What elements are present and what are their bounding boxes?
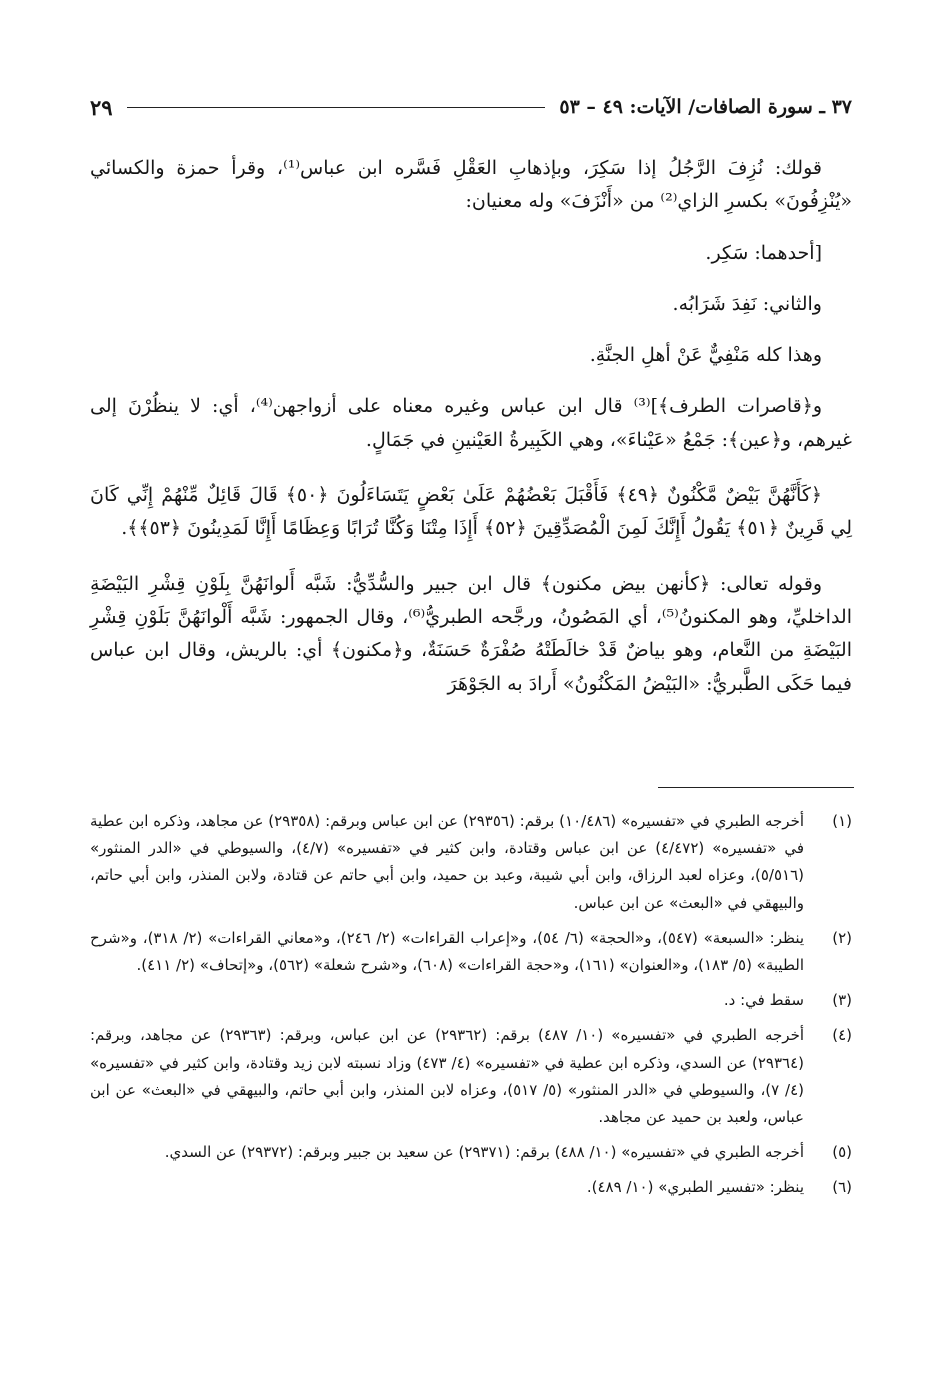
footnote-4 (90, 1022, 852, 1131)
paragraph-5: و﴿قاصرات الطرف﴾]⁽³⁾ قال ابن عباس وغيره معناه على أزواجهن⁽⁴⁾، أي: لا ينظُرْنَ إلى غيرهم، و﴿عين﴾: جَمْعُ «عَيْناءَ»، وهي الكَبِيرةُ العَيْنينِ في جَمَالٍ. (90, 395, 852, 451)
footnote-number: (٥) (832, 1143, 852, 1162)
main-text (90, 152, 852, 701)
footnote-number: (١) (832, 812, 852, 830)
header-rule (127, 107, 546, 108)
paragraph-2: [أحدهما: سَكِر. (705, 241, 822, 264)
footnote-text: أخرجه الطبري في «تفسيره» (١٠/ ٤٨٨) برقم: (٢٩٣٧١) عن سعيد بن جبير وبرقم: (٢٩٣٧٢) عن السدي. (164, 1143, 804, 1162)
paragraph-4: وهذا كله مَنْفِيٌّ عَنْ أهلِ الجنَّةِ. (589, 344, 822, 367)
footnote-text: سقط في: د. (723, 991, 804, 1010)
paragraph-7: وقوله تعالى: ﴿كأنهن بيض مكنون﴾ قال ابن جبير والسُّدِّيُّ: شَبَّه أَلوانَهُنَّ بِلَوْنِ قِشْرِ البَيْضَةِ الداخليِّ، وهو المكنونُ⁽⁵⁾، أي المَصُونُ، ورجَّحه الطبريُّ⁽⁶⁾، وقال الجمهور: شَبَّه أَلْوانَهُنَّ بَلَوْنِ قِشْرِ البَيْضَةِ من النَّعام، وهو بياضٌ قَدْ خالَطَتْهُ صُفْرَةٌ حَسَنَةٌ، و﴿مكنون﴾ أي: بالريش، وقال ابن عباس فيما حَكَى الطَّبريُّ: «البَيْضُ المَكْنُونُ» أَرادَ به الجَوْهَرَ (90, 572, 852, 695)
page-number: ٢٩ (90, 94, 113, 120)
footnote-text: أخرجه الطبري في «تفسيره» (١٠/٤٨٦) برقم: (٢٩٣٥٦) عن ابن عباس وبرقم: (٢٩٣٥٨) عن مجاهد، وذكره ابن عطية في «تفسيره» (٤/٤٧٢) عن ابن عباس وقتادة، وابن كثير في «تفسيره» (٤/٧)، والسيوطي في «الدر المنثور» (٥/٥١٦)، وعزاه لعبد الرزاق، وابن أبي شيبة، وعبد بن حميد، وابن أبي حاتم عن قتادة، ولابن المنذر، وابن أبي حاتم، والبيهقي في «البعث» عن ابن عباس. (90, 812, 805, 912)
running-title: ٣٧ ـ سورة الصافات/ الآيات: ٤٩ – ٥٣ (559, 96, 852, 118)
footnote-number: (٦) (832, 1178, 852, 1197)
footnote-number: (٢) (832, 928, 852, 947)
footnote-text: أخرجه الطبري في «تفسيره» (١٠/ ٤٨٧) برقم: (٢٩٣٦٢) عن ابن عباس، وبرقم: (٢٩٣٦٣) عن مجاهد، وبرقم: (٢٩٣٦٤) عن السدي، وذكره ابن عطية في «تفسيره» (٤/ ٤٧٣) وزاد نسبته لابن زيد وقتادة، وابن كثير في «تفسيره» (٤/ ٧)، والسيوطي في «الدر المنثور» (٥/ ٥١٧)، وعزاه لابن المنذر، وابن أبي حاتم، والبيهقي في «البعث» عن ابن عباس، ولعبد بن حميد عن مجاهد. (90, 1026, 805, 1127)
footnote-6 (90, 1174, 852, 1201)
footnote-2 (90, 925, 852, 979)
footnote-text: ينظر: «السبعة» (٥٤٧)، و«الحجة» (٦/ ٥٤)، و«إعراب القراءات» (٢/ ٢٤٦)، و«معاني القراءات» (٢/ ٣١٨)، و«شرح الطيبة» (٥/ ١٨٣)، و«العنوان» (١٦١)، و«حجة القراءات» (٦٠٨)، و«شرح شعلة» (٥٦٢)، و«إتحاف» (٢/ ٤١١). (90, 928, 805, 975)
footnote-number: (٤) (832, 1026, 852, 1045)
footnote-text: ينظر: «تفسير الطبري» (١٠/ ٤٨٩). (586, 1178, 804, 1197)
footnote-5 (90, 1139, 852, 1166)
paragraph-3: والثاني: نَفِدَ شَرَابُه. (672, 292, 822, 315)
page-header (90, 90, 852, 124)
quran-verses: ﴿كَأَنَّهُنَّ بَيْضٌ مَّكْنُونٌ ﴿٤٩﴾ فَأَقْبَلَ بَعْضُهُمْ عَلَىٰ بَعْضٍ يَتَسَاءَلُونَ ﴿٥٠﴾ قَالَ قَائِلٌ مِّنْهُمْ إِنِّي كَانَ لِي قَرِينٌ ﴿٥١﴾ يَقُولُ أَإِنَّكَ لَمِنَ الْمُصَدِّقِينَ ﴿٥٢﴾ أَإِذَا مِتْنَا وَكُنَّا تُرَابًا وَعِظَامًا أَإِنَّا لَمَدِينُونَ ﴿٥٣﴾﴾. (90, 484, 852, 540)
footnotes (90, 808, 852, 1210)
footnote-3 (90, 987, 852, 1014)
footnote-1 (90, 808, 852, 917)
paragraph-1: قولك: نُزِفَ الرَّجُلُ إذا سَكِرَ، وبإذهابِ العَقْلِ فَسَّره ابن عباس⁽¹⁾، وقرأ حمزة والكسائي «يُنْزِفُونَ» بكسرِ الزاي⁽²⁾ من «أَنْزَفَ» وله معنيان: (90, 157, 852, 213)
footnote-number: (٣) (832, 991, 852, 1010)
footnote-separator (658, 787, 854, 788)
